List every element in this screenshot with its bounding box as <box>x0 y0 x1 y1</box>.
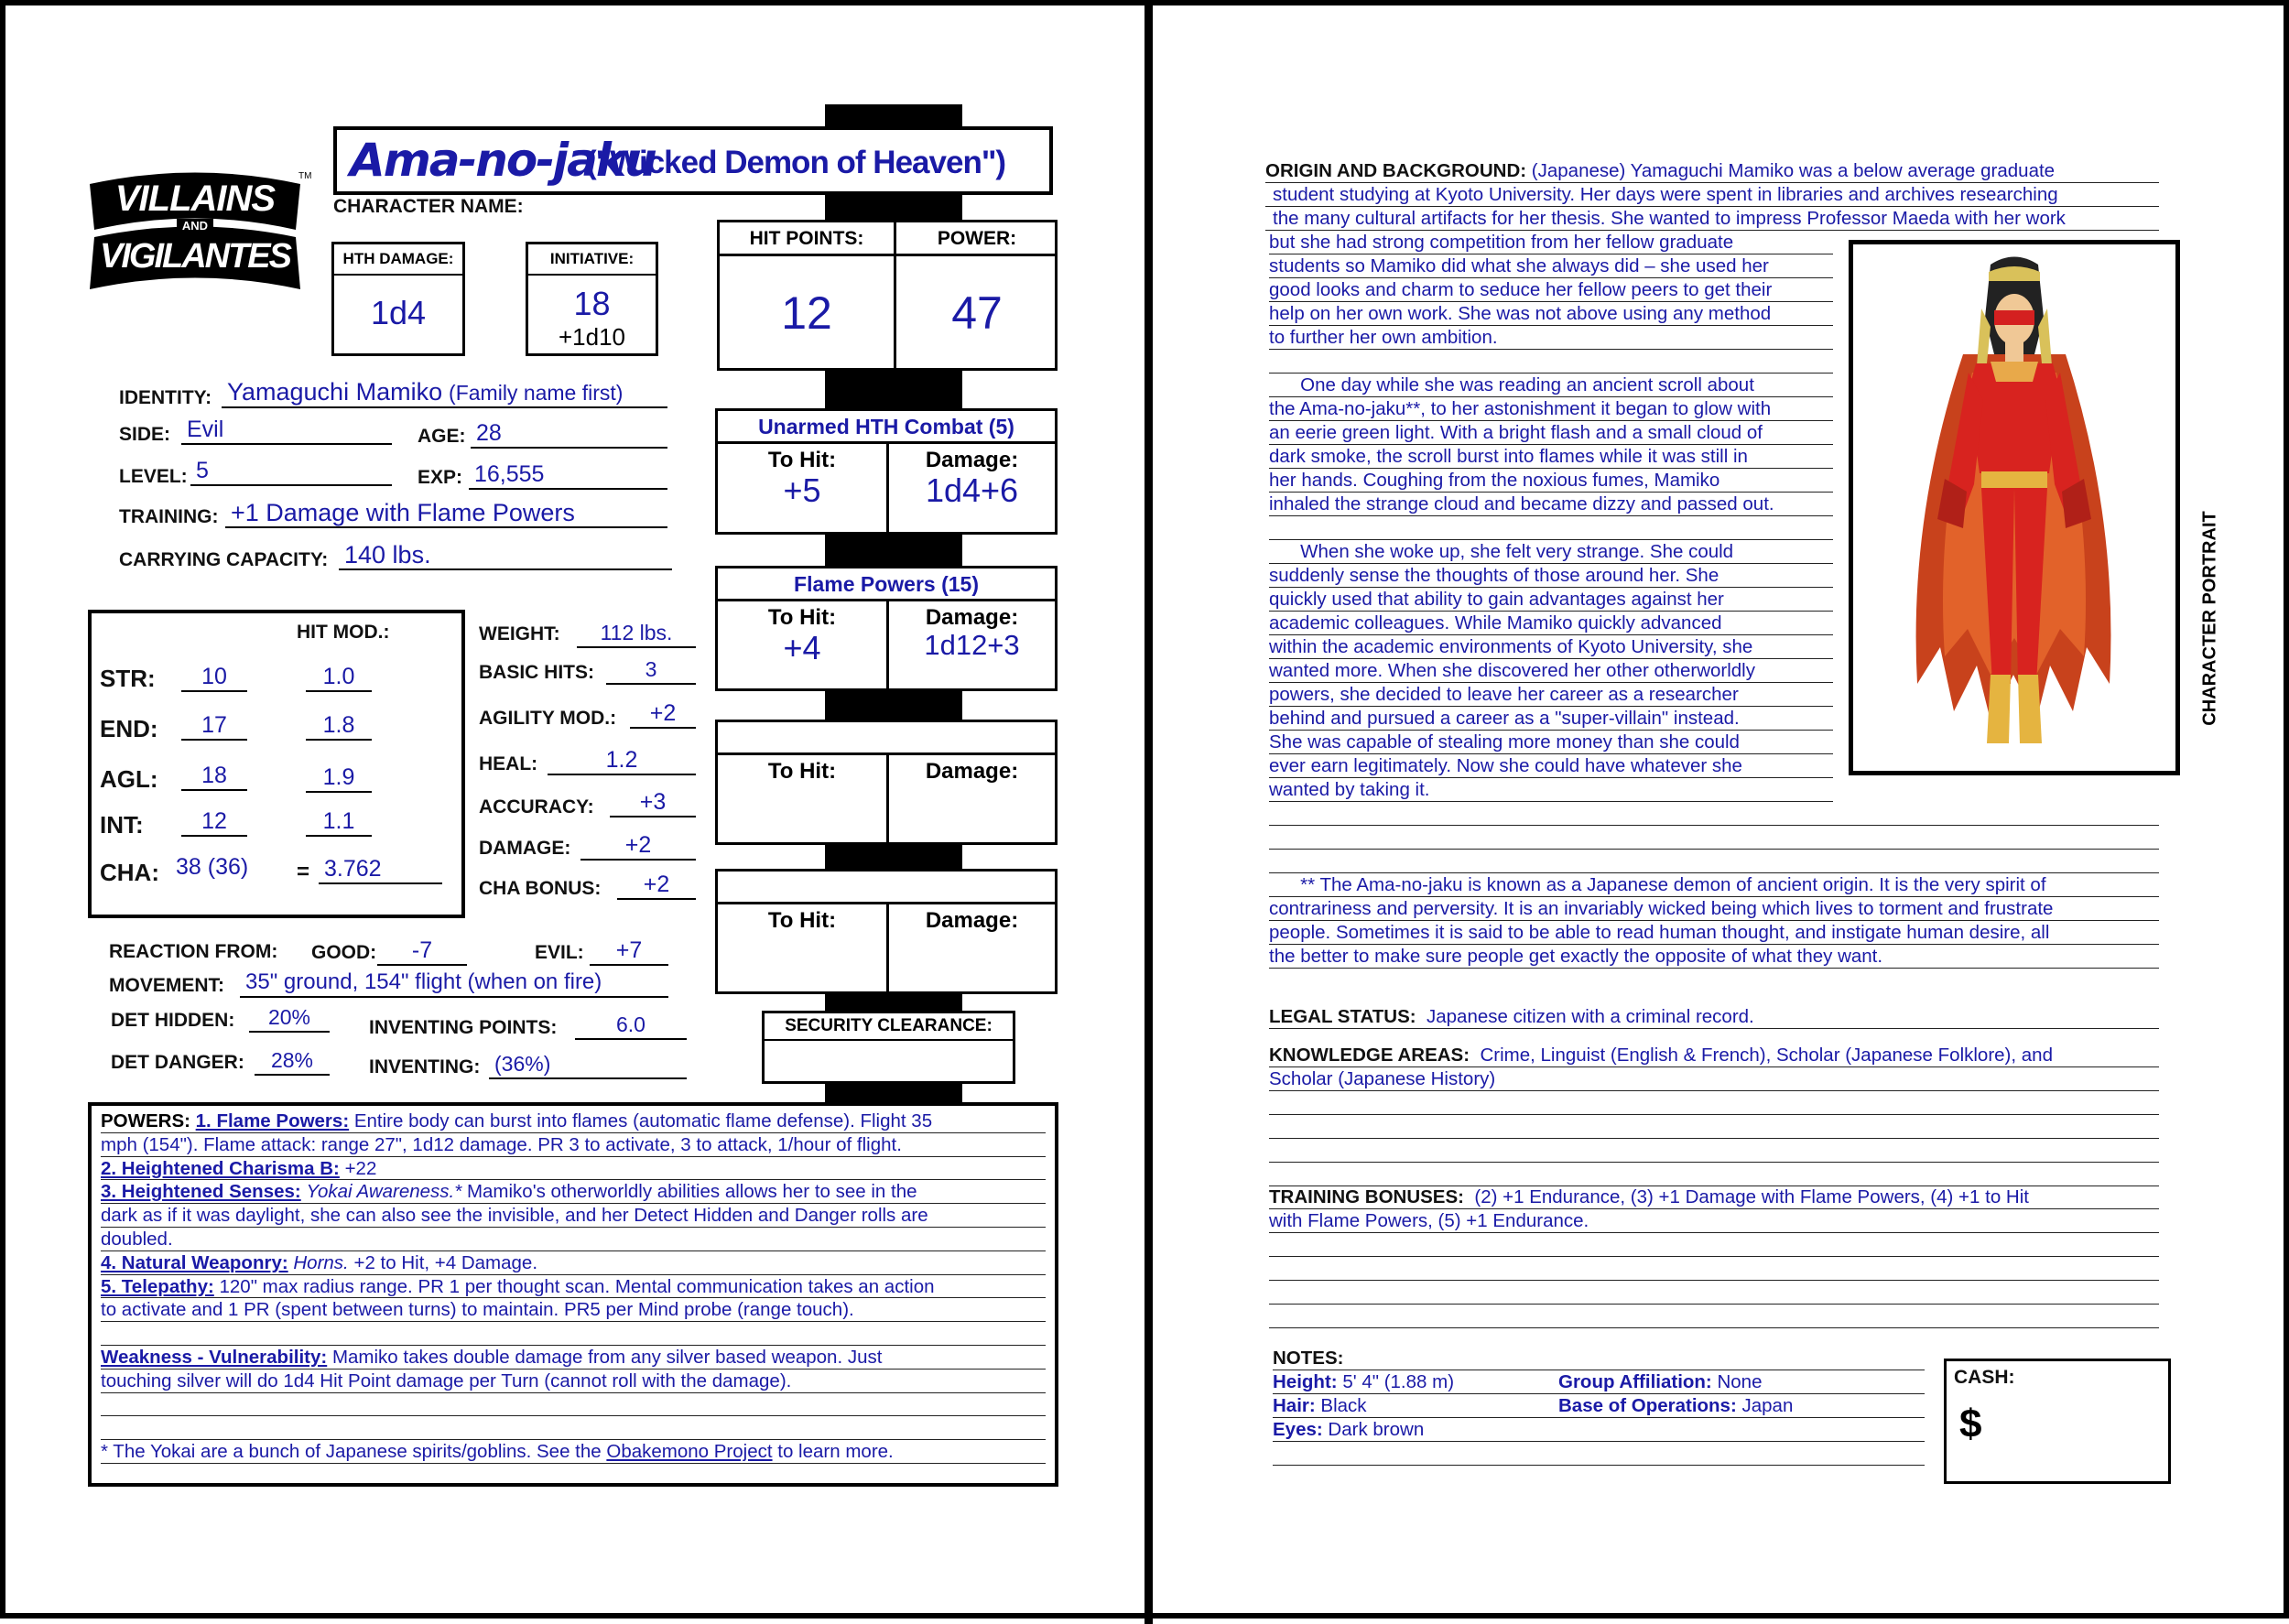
damage-label: Damage: <box>925 448 1019 472</box>
cha-mod: 3.762 <box>319 855 442 884</box>
legal-value: Japanese citizen with a criminal record. <box>1426 1006 1754 1027</box>
hth-damage-box <box>331 242 465 356</box>
combat-box-flame <box>715 566 1058 691</box>
det-danger-label: DET DANGER: <box>111 1052 244 1073</box>
origin-line: She was capable of stealing more money than she could <box>1269 731 1833 754</box>
blank-line <box>1269 1139 2159 1163</box>
str-label: STR: <box>100 665 156 692</box>
logo-line1: VILLAINS <box>114 179 276 219</box>
training-bonuses-value: (2) +1 Endurance, (3) +1 Damage with Flame Powers, (4) +1 to Hit <box>1474 1186 2029 1207</box>
agl-value: 18 <box>181 762 247 791</box>
end-mod: 1.8 <box>306 711 372 741</box>
origin-line: but she had strong competition from her fellow graduate <box>1269 231 1833 254</box>
footnote-text-a: * The Yokai are a bunch of Japanese spirits/goblins. See the <box>101 1441 602 1463</box>
hair-label: Hair: <box>1273 1395 1316 1416</box>
cha-bonus-value: +2 <box>617 871 696 900</box>
origin-line: students so Mamiko did what she always did – she used her <box>1269 254 1833 278</box>
str-mod: 1.0 <box>306 663 372 692</box>
origin-line: One day while she was reading an ancient scroll about <box>1269 374 1833 397</box>
combat-title <box>718 872 1055 904</box>
origin-narrow-lines <box>1269 231 1833 802</box>
power-5-line-2: to activate and 1 PR (spent between turns) to maintain. PR5 per Mind probe (range touch). <box>101 1298 1046 1322</box>
character-portrait-image <box>1853 244 2175 771</box>
origin-line: powers, she decided to leave her career as a researcher <box>1269 683 1833 707</box>
height-value: 5' 4" (1.88 m) <box>1342 1371 1455 1392</box>
power-1-line-2: mph (154"). Flame attack: range 27", 1d12 damage. PR 3 to activate, 3 to attack, 1/hour of flight. <box>101 1133 1046 1157</box>
footnote-line: the better to make sure people get exactly the opposite of what they want. <box>1269 945 2159 969</box>
agility-mod-label: AGILITY MOD.: <box>479 708 617 729</box>
blank-line <box>1273 1442 1925 1466</box>
agl-label: AGL: <box>100 765 158 793</box>
side-label: SIDE: <box>119 424 171 445</box>
str-value: 10 <box>181 663 247 692</box>
blank-line <box>101 1322 1046 1346</box>
to-hit-label: To Hit: <box>767 908 837 933</box>
accuracy-value: +3 <box>610 788 696 817</box>
age-value: 28 <box>471 419 667 449</box>
hit-points-power-box <box>717 220 1058 371</box>
agility-mod-value: +2 <box>630 699 696 729</box>
hit-mod-label: HIT MOD.: <box>297 622 390 643</box>
origin-line <box>1265 159 2159 183</box>
character-name-box <box>333 126 1053 195</box>
carrying-capacity-value: 140 lbs. <box>339 541 672 570</box>
footnote-line: contrariness and perversity. It is an invariably wicked being which lives to torment and frustrate <box>1269 897 2159 921</box>
damage-label: Damage: <box>925 759 1019 784</box>
combat-box-4 <box>715 869 1058 994</box>
origin-footnote <box>1269 873 2159 969</box>
reaction-label: REACTION FROM: <box>109 941 278 962</box>
combat-title: Flame Powers (15) <box>718 568 1055 601</box>
level-value: 5 <box>190 457 392 486</box>
exp-label: EXP: <box>418 467 463 488</box>
origin-line: good looks and charm to seduce her fellow peers to get their <box>1269 278 1833 302</box>
to-hit-label: To Hit: <box>767 448 837 472</box>
power-3-italic: Yokai Awareness.* <box>306 1181 462 1203</box>
power-3-title: 3. Heightened Senses: <box>101 1181 301 1203</box>
inventing-points-value: 6.0 <box>575 1011 687 1040</box>
origin-line: quickly used that ability to gain advantages against her <box>1269 588 1833 612</box>
movement-value: 35" ground, 154" flight (when on fire) <box>240 969 668 998</box>
to-hit-label: To Hit: <box>767 759 837 784</box>
legal-line <box>1269 1005 2159 1029</box>
exp-value: 16,555 <box>469 460 667 490</box>
end-value: 17 <box>181 711 247 741</box>
origin-line: When she woke up, she felt very strange. She could <box>1269 540 1833 564</box>
knowledge-label: KNOWLEDGE AREAS: <box>1269 1045 1470 1066</box>
hth-damage-label: HTH DAMAGE: <box>334 250 462 276</box>
origin-top-lines <box>1265 159 2159 231</box>
origin-line: suddenly sense the thoughts of those around her. She <box>1269 564 1833 588</box>
obakemono-project-link[interactable]: Obakemono Project <box>606 1441 773 1463</box>
identity-note: (Family name first) <box>449 381 624 405</box>
power-label: POWER: <box>937 228 1017 249</box>
base-label: Base of Operations: <box>1558 1395 1737 1416</box>
blank-ruled-lines <box>1269 802 2159 873</box>
damage-label: Damage: <box>925 605 1019 630</box>
combat-box-unarmed <box>715 408 1058 535</box>
blank-line <box>1269 1091 2159 1115</box>
blank-line <box>1269 1115 2159 1139</box>
movement-label: MOVEMENT: <box>109 975 224 996</box>
weight-value: 112 lbs. <box>577 619 696 648</box>
heal-value: 1.2 <box>548 746 696 775</box>
training-bonuses <box>1269 1186 2159 1328</box>
hit-points-value: 12 <box>781 287 832 339</box>
character-epithet: ("Wicked Demon of Heaven") <box>586 145 1006 180</box>
power-5-text: 120" max radius range. PR 1 per thought scan. Mental communication takes an action <box>219 1275 935 1297</box>
hair-value: Black <box>1320 1395 1367 1416</box>
damage-value: +2 <box>580 831 696 861</box>
basic-hits-value: 3 <box>606 655 696 685</box>
blank-line <box>1269 1257 2159 1281</box>
character-portrait-frame <box>1849 240 2180 775</box>
int-value: 12 <box>181 807 247 837</box>
initiative-label: INITIATIVE: <box>528 250 656 276</box>
logo <box>81 166 312 303</box>
blank-line <box>1269 1163 2159 1186</box>
weakness-text: Mamiko takes double damage from any silver based weapon. Just <box>331 1346 883 1368</box>
identity-field <box>222 378 667 408</box>
accuracy-label: ACCURACY: <box>479 796 594 817</box>
det-danger-value: 28% <box>255 1046 330 1076</box>
identity-label: IDENTITY: <box>119 387 212 408</box>
hit-points-label: HIT POINTS: <box>749 228 864 249</box>
hth-damage-value: 1d4 <box>370 294 427 331</box>
power-4-title: 4. Natural Weaponry: <box>101 1251 288 1273</box>
int-label: INT: <box>100 811 144 839</box>
page-divider <box>1144 5 1153 1624</box>
footnote-line: people. Sometimes it is said to be able to read human thought, and instigate human desire, all <box>1269 921 2159 945</box>
origin-line: academic colleagues. While Mamiko quickly advanced <box>1269 612 1833 635</box>
origin-line: the Ama-no-jaku**, to her astonishment it began to glow with <box>1269 397 1833 421</box>
character-name-label: CHARACTER NAME: <box>333 196 524 217</box>
notes <box>1273 1347 1925 1466</box>
origin-line: within the academic environments of Kyoto University, she <box>1269 635 1833 659</box>
reaction-evil-value: +7 <box>590 937 668 966</box>
origin-line <box>1269 350 1833 374</box>
knowledge-line <box>1269 1044 2159 1067</box>
heal-label: HEAL: <box>479 753 538 774</box>
footnote-text-b: to learn more. <box>777 1441 894 1463</box>
group-value: None <box>1717 1371 1763 1392</box>
power-5-line-1 <box>101 1275 1046 1299</box>
power-4 <box>101 1251 1046 1275</box>
det-hidden-label: DET HIDDEN: <box>111 1010 235 1031</box>
weakness-title: Weakness - Vulnerability: <box>101 1346 328 1368</box>
carrying-capacity-label: CARRYING CAPACITY: <box>119 549 329 570</box>
origin-line: help on her own work. She was not above using any method <box>1269 302 1833 326</box>
origin-line: ever earn legitimately. Now she could have whatever she <box>1269 754 1833 778</box>
reaction-good-value: -7 <box>377 937 467 966</box>
to-hit-value: +4 <box>783 629 821 666</box>
reaction-good-label: GOOD: <box>311 942 377 963</box>
to-hit-value: +5 <box>783 471 821 509</box>
origin-line: dark smoke, the scroll burst into flames while it was still in <box>1269 445 1833 469</box>
power-2-title: 2. Heightened Charisma B: <box>101 1157 340 1179</box>
dollar-sign-icon: $ <box>1959 1402 1982 1446</box>
basic-hits-label: BASIC HITS: <box>479 662 594 683</box>
inventing-points-label: INVENTING POINTS: <box>369 1017 558 1038</box>
combat-title: Unarmed HTH Combat (5) <box>718 411 1055 444</box>
logo-line2: VIGILANTES <box>99 237 291 276</box>
power-1-line-1 <box>101 1110 1046 1133</box>
eyes-label: Eyes: <box>1273 1419 1323 1440</box>
character-name: Ama-no-jaku <box>350 134 656 187</box>
origin-label: ORIGIN AND BACKGROUND: <box>1265 160 1527 181</box>
blank-line <box>101 1393 1046 1417</box>
identity-value: Yamaguchi Mamiko <box>227 378 443 406</box>
powers-footnote <box>101 1440 1046 1464</box>
agl-mod: 1.9 <box>306 763 372 793</box>
weakness-line-1 <box>101 1346 1046 1370</box>
powers-box <box>88 1102 1058 1487</box>
cha-label: CHA: <box>100 859 159 886</box>
blank-line <box>1269 1281 2159 1305</box>
power-4-text: +2 to Hit, +4 Damage. <box>353 1251 538 1273</box>
power-1-text: Entire body can burst into flames (automatic flame defense). Flight 35 <box>353 1110 933 1131</box>
origin-line: wanted by taking it. <box>1269 778 1833 802</box>
damage-value: 1d4+6 <box>925 471 1019 509</box>
cash-label: CASH: <box>1954 1367 2015 1388</box>
initiative-mod: +1d10 <box>558 323 626 351</box>
initiative-value: 18 <box>573 285 611 322</box>
damage-label: DAMAGE: <box>479 838 571 859</box>
combat-title <box>718 722 1055 755</box>
notes-line-eyes <box>1273 1418 1925 1442</box>
power-3-line-2: dark as if it was daylight, she can also see the invisible, and her Detect Hidden and Danger rolls are <box>101 1204 1046 1228</box>
eyes-value: Dark brown <box>1328 1419 1425 1440</box>
origin-line: the many cultural artifacts for her thesis. She wanted to impress Professor Maeda with her work <box>1265 207 2159 231</box>
origin-line: wanted more. When she discovered her other otherworldly <box>1269 659 1833 683</box>
power-5-title: 5. Telepathy: <box>101 1275 214 1297</box>
training-bonus-line <box>1269 1186 2159 1209</box>
group-label: Group Affiliation: <box>1558 1371 1712 1392</box>
origin-line: her hands. Coughing from the noxious fumes, Mamiko <box>1269 469 1833 493</box>
power-value: 47 <box>951 287 1003 339</box>
power-4-italic: Horns. <box>293 1251 349 1273</box>
power-1-title: 1. Flame Powers: <box>195 1110 350 1131</box>
base-value: Japan <box>1741 1395 1794 1416</box>
training-bonus-line-2: with Flame Powers, (5) +1 Endurance. <box>1269 1209 2159 1233</box>
notes-line-hair-base <box>1273 1394 1925 1418</box>
logo-and: AND <box>177 219 213 233</box>
inventing-label: INVENTING: <box>369 1056 481 1077</box>
power-2 <box>101 1157 1046 1181</box>
origin-line: to further her own ambition. <box>1269 326 1833 350</box>
footnote-line: ** The Ama-no-jaku is known as a Japanese demon of ancient origin. It is the very spirit of <box>1269 873 2159 897</box>
knowledge-line-2: Scholar (Japanese History) <box>1269 1067 2159 1091</box>
height-label: Height: <box>1273 1371 1338 1392</box>
origin-line <box>1269 516 1833 540</box>
powers-label: POWERS: <box>101 1110 190 1131</box>
reaction-evil-label: EVIL: <box>535 942 584 963</box>
blank-line <box>1269 1233 2159 1257</box>
cha-bonus-label: CHA BONUS: <box>479 878 602 899</box>
notes-line <box>1273 1347 1925 1370</box>
notes-line-height-group <box>1273 1370 1925 1394</box>
notes-label: NOTES: <box>1273 1348 1344 1369</box>
damage-label: Damage: <box>925 908 1019 933</box>
blank-line <box>1269 1305 2159 1328</box>
power-3-line-3: doubled. <box>101 1228 1046 1251</box>
origin-line: inhaled the strange cloud and became dizzy and passed out. <box>1269 493 1833 516</box>
combat-box-3 <box>715 720 1058 845</box>
security-clearance-label: SECURITY CLEARANCE: <box>765 1013 1013 1041</box>
legal-label: LEGAL STATUS: <box>1269 1006 1416 1027</box>
origin-line: behind and pursued a career as a "super-villain" instead. <box>1269 707 1833 731</box>
power-3-line-1 <box>101 1180 1046 1204</box>
det-hidden-value: 20% <box>249 1003 330 1033</box>
legal-status <box>1269 1005 2159 1029</box>
level-label: LEVEL: <box>119 466 188 487</box>
weight-label: WEIGHT: <box>479 623 560 644</box>
power-2-text: +22 <box>344 1157 377 1179</box>
cash-box <box>1944 1359 2171 1484</box>
side-value: Evil <box>181 416 392 445</box>
training-label: TRAINING: <box>119 506 219 527</box>
initiative-box <box>526 242 658 356</box>
origin-line: an eerie green light. With a bright flash and a small cloud of <box>1269 421 1833 445</box>
training-value: +1 Damage with Flame Powers <box>225 499 667 528</box>
power-3-text: Mamiko's otherworldly abilities allows her to see in the <box>466 1181 917 1203</box>
inventing-value: (36%) <box>489 1050 687 1079</box>
knowledge-value: Crime, Linguist (English & French), Scholar (Japanese Folklore), and <box>1480 1045 2053 1066</box>
end-label: END: <box>100 715 158 742</box>
cha-value: 38 (36) <box>176 854 249 880</box>
weakness-line-2: touching silver will do 1d4 Hit Point damage per Turn (cannot roll with the damage). <box>101 1370 1046 1393</box>
damage-value: 1d12+3 <box>924 629 1020 661</box>
origin-line-text: (Japanese) Yamaguchi Mamiko was a below average graduate <box>1531 160 2056 181</box>
knowledge-areas <box>1269 1044 2159 1186</box>
character-portrait-label: CHARACTER PORTRAIT <box>2199 511 2220 726</box>
blank-line <box>101 1416 1046 1440</box>
security-clearance-box <box>762 1011 1015 1084</box>
to-hit-label: To Hit: <box>767 605 837 630</box>
logo-tm: TM <box>298 171 312 181</box>
origin-line: student studying at Kyoto University. Her days were spent in libraries and archives researching <box>1265 183 2159 207</box>
int-mod: 1.1 <box>306 807 372 837</box>
training-bonuses-label: TRAINING BONUSES: <box>1269 1186 1464 1207</box>
age-label: AGE: <box>418 426 466 447</box>
cha-equals: = <box>297 860 310 884</box>
